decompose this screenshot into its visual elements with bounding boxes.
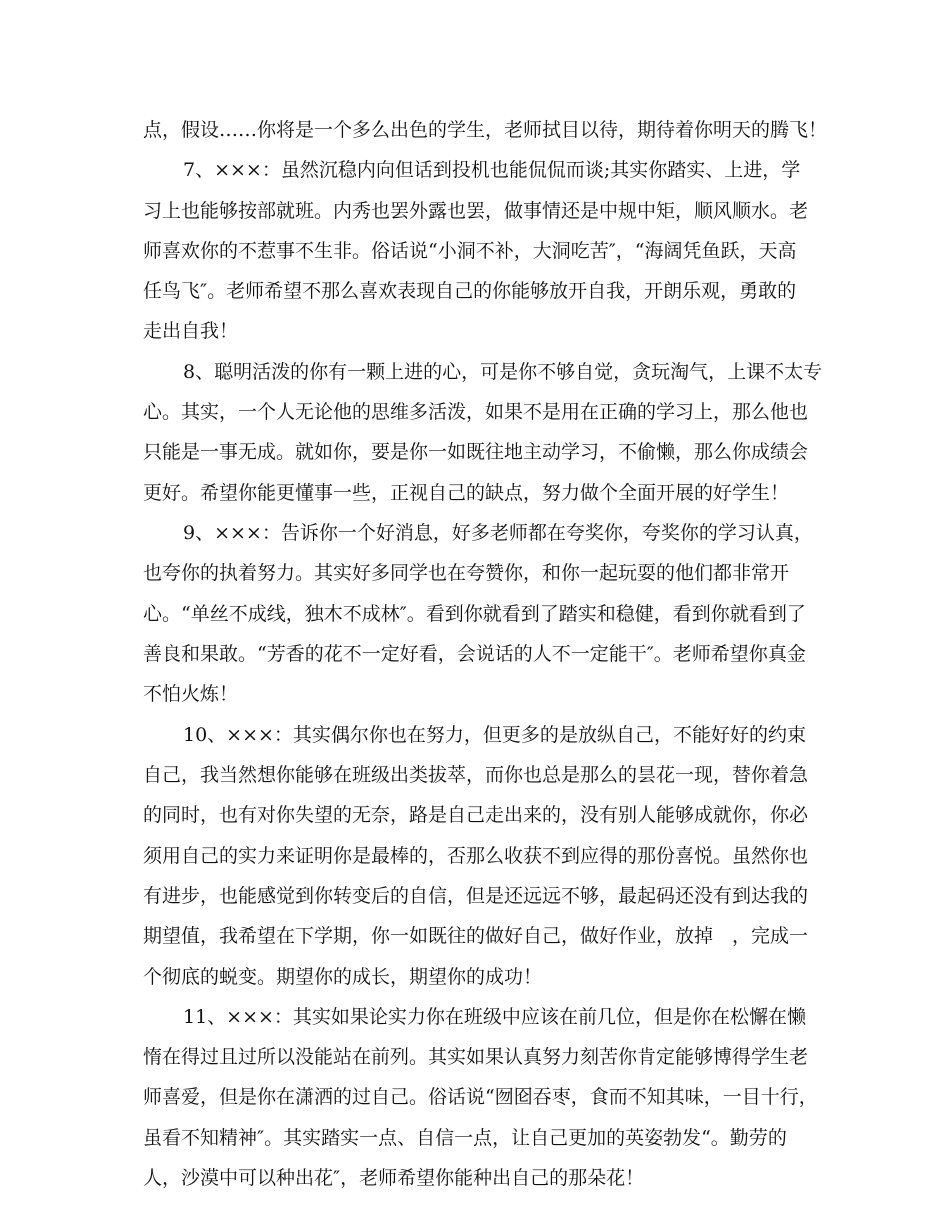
text-line: 师喜爱，但是你在潇洒的过自己。俗话说“囫囵吞枣，食而不知其味，一目十行， (143, 1086, 818, 1108)
text-line: 个彻底的蜕变。期望你的成长，期望你的成功！ (143, 966, 543, 988)
text-line: 须用自己的实力来证明你是最棒的，否那么收获不到应得的那份喜悦。虽然你也 (143, 845, 809, 867)
text-line: 自己，我当然想你能够在班级出类拔萃，而你也总是那么的昙花一现，替你着急 (143, 764, 809, 786)
text-line: 7、×××：虽然沉稳内向但话到投机也能侃侃而谈;其实你踏实、上进，学 (183, 159, 801, 181)
text-line: 只能是一事无成。就如你，要是你一如既往地主动学习，不偷懒，那么你成绩会 (143, 441, 809, 463)
text-line: 9、×××：告诉你一个好消息，好多老师都在夸奖你，夸奖你的学习认真， (183, 522, 813, 544)
text-line: 点，假设……你将是一个多么出色的学生，老师拭目以待，期待着你明天的腾飞！ (143, 119, 828, 141)
text-line: 虽看不知精神″。其实踏实一点、自信一点，让自己更加的英姿勃发“。勤劳的 (143, 1127, 787, 1149)
text-line: 也夸你的执着努力。其实好多同学也在夸赞你，和你一起玩耍的他们都非常开 (143, 562, 790, 584)
text-line: 人，沙漠中可以种出花″，老师希望你能种出自己的那朵花！ (143, 1167, 645, 1189)
text-line: 8、聪明活泼的你有一颗上进的心，可是你不够自觉，贪玩淘气，上课不太专 (183, 361, 823, 383)
text-line: 惰在得过且过所以没能站在前列。其实如果认真努力刻苦你肯定能够博得学生老 (143, 1046, 809, 1068)
text-line: 心。“单丝不成线，独木不成林″。看到你就看到了踏实和稳健，看到你就看到了 (143, 603, 806, 625)
text-line: 10、×××：其实偶尔你也在努力，但更多的是放纵自己，不能好好的约束 (183, 724, 806, 746)
text-line: 11、×××：其实如果论实力你在班级中应该在前几位，但是你在松懈在懒 (183, 1006, 806, 1028)
text-line: 习上也能够按部就班。内秀也罢外露也罢，做事情还是中规中矩，顺风顺水。老 (143, 200, 809, 222)
text-line: 有进步，也能感觉到你转变后的自信，但是还远远不够，最起码还没有到达我的 (143, 885, 809, 907)
text-line: 的同时，也有对你失望的无奈，路是自己走出来的，没有别人能够成就你，你必 (143, 804, 809, 826)
text-line: 善良和果敢。“芳香的花不一定好看，会说话的人不一定能干″。老师希望你真金 (143, 643, 806, 665)
text-line: 不怕火炼！ (143, 683, 239, 705)
text-line: 任鸟飞″。老师希望不那么喜欢表现自己的你能够放开自我，开朗乐观，勇敢的 (143, 280, 797, 302)
text-line: 师喜欢你的不惹事不生非。俗话说“小洞不补，大洞吃苦″，“海阔凭鱼跃，天高 (143, 240, 797, 262)
text-line: 走出自我！ (143, 320, 239, 342)
text-line: 心。其实，一个人无论他的思维多活泼，如果不是用在正确的学习上，那么他也 (143, 401, 809, 423)
text-line: 更好。希望你能更懂事一些，正视自己的缺点，努力做个全面开展的好学生！ (143, 482, 790, 504)
text-line: 期望值，我希望在下学期，你一如既往的做好自己，做好作业，放掉 ，完成一 (143, 925, 809, 947)
